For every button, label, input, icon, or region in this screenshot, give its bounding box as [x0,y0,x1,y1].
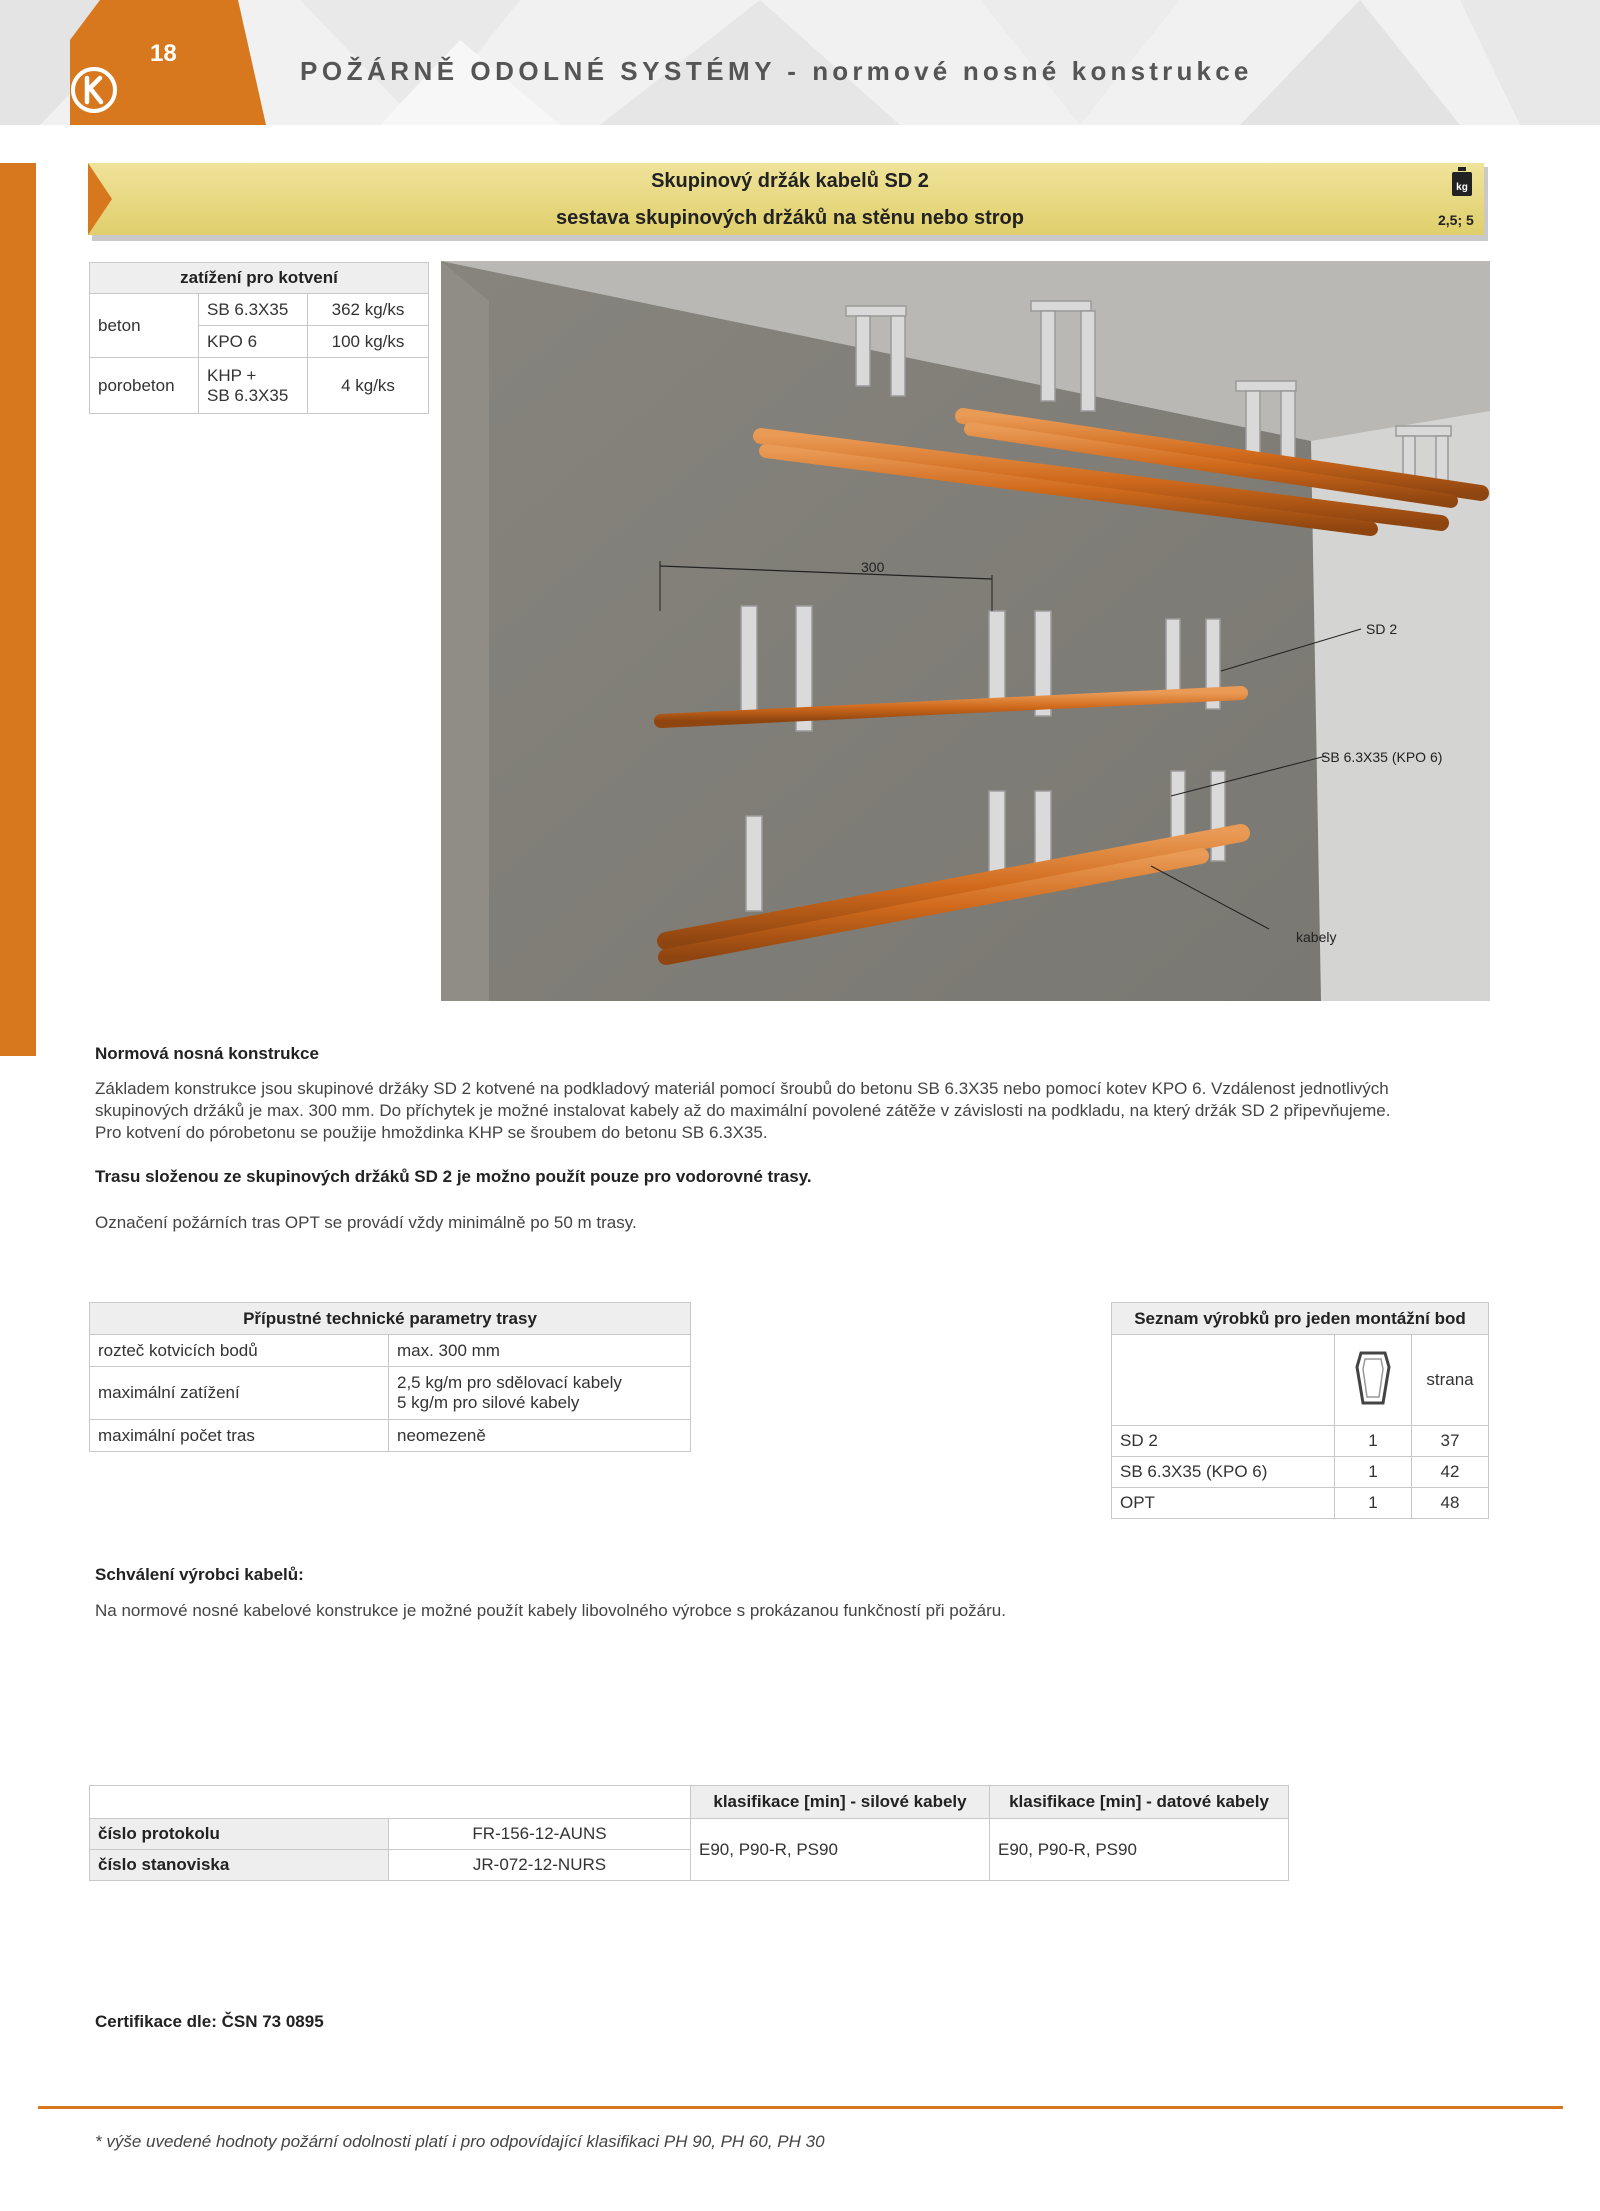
table-row [90,1335,691,1367]
page-header-title [300,56,1253,87]
table-row [1112,1457,1489,1488]
banner-product-name: Skupinový držák kabelů SD 2 [651,170,929,192]
product-page: 42 [1412,1457,1489,1488]
anchor-load-table [89,262,429,414]
protocol-label: číslo protokolu [90,1819,389,1850]
material-cell: porobeton [90,358,199,414]
table-row [90,1420,691,1452]
certification-note: Certifikace dle: ČSN 73 0895 [95,2012,324,2031]
table-row [90,294,429,326]
anchor-line: KHP + [207,365,257,385]
product-qty: 1 [1335,1488,1412,1519]
anchor-table-title: zatížení pro kotvení [90,263,429,294]
page-header-cell: strana [1412,1335,1489,1426]
dimension-label: 300 [861,559,885,575]
product-qty: 1 [1335,1426,1412,1457]
product-name: SB 6.3X35 (KPO 6) [1112,1457,1335,1488]
classification-table [89,1785,1289,1881]
table-row [1112,1335,1489,1426]
param-value: max. 300 mm [389,1335,691,1367]
statement-value: JR-072-12-NURS [389,1850,691,1881]
table-row [1112,1488,1489,1519]
header-title-main: POŽÁRNĚ ODOLNÉ SYSTÉMY [300,56,776,86]
cables-label: kabely [1296,929,1337,945]
header-title-separator: - [775,56,813,86]
left-accent-bar [0,163,36,1056]
paragraph-line: Pro kotvení do pórobetonu se použije hmoždinka KHP se šroubem do betonu SB 6.3X35. [95,1123,768,1142]
load-cell: 362 kg/ks [308,294,429,326]
opt-marking-note: Označení požárních tras OPT se provádí vždy minimálně po 50 m trasy. [95,1213,637,1232]
product-qty: 1 [1335,1457,1412,1488]
norm-heading: Normová nosná konstrukce [95,1044,319,1063]
anchor-cell [199,358,308,414]
product-name: OPT [1112,1488,1335,1519]
products-table-title: Seznam výrobků pro jeden montážní bod [1112,1303,1489,1335]
cable-holder-icon [1353,1347,1393,1409]
param-label: maximální počet tras [90,1420,389,1452]
anchor-cell: SB 6.3X35 [199,294,308,326]
approval-text: Na normové nosné kabelové konstrukce je možné použít kabely libovolného výrobce s prokázanou funkčností při požáru. [95,1601,1006,1620]
sd2-label: SD 2 [1366,621,1398,637]
param-label: maximální zatížení [90,1367,389,1420]
param-value-line: 2,5 kg/m pro sdělovací kabely [397,1373,622,1392]
load-cell: 4 kg/ks [308,358,429,414]
company-logo-icon [70,66,118,114]
product-list-table [1111,1302,1489,1519]
screw-label: SB 6.3X35 (KPO 6) [1321,749,1443,765]
table-row [90,1819,1289,1850]
page-number: 18 [150,40,177,67]
banner-product-description: sestava skupinových držáků na stěnu nebo strop [556,207,1024,229]
paragraph-line: skupinových držáků je max. 300 mm. Do příchytek je možné instalovat kabely až do maximální povolené zátěže v závislosti na podkladu, na který držák SD 2 připevňujeme. [95,1101,1391,1120]
param-value: neomezeně [389,1420,691,1452]
anchor-cell: KPO 6 [199,326,308,358]
param-value [389,1367,691,1420]
protocol-value: FR-156-12-AUNS [389,1819,691,1850]
weight-icon [1451,167,1473,197]
product-page: 48 [1412,1488,1489,1519]
param-value-line: 5 kg/m pro silové kabely [397,1393,580,1412]
load-value: 2,5; 5 [1438,212,1474,228]
horizontal-route-note: Trasu složenou ze skupinových držáků SD 2 je možno použít pouze pro vodorovné trasy. [95,1167,812,1186]
approval-heading: Schválení výrobci kabelů: [95,1565,304,1584]
power-cable-header: klasifikace [min] - silové kabely [691,1786,990,1819]
data-cable-header: klasifikace [min] - datové kabely [990,1786,1289,1819]
technical-parameters-table [89,1302,691,1452]
table-row [90,358,429,414]
product-page: 37 [1412,1426,1489,1457]
paragraph-line: Základem konstrukce jsou skupinové držáky SD 2 kotvené na podkladový materiál pomocí šroubů do betonu SB 6.3X35 nebo pomocí kotev KPO 6. Vzdálenost jednotlivých [95,1079,1389,1098]
power-classification: E90, P90-R, PS90 [691,1819,990,1881]
table-row [90,1367,691,1420]
data-classification: E90, P90-R, PS90 [990,1819,1289,1881]
empty-cell [1112,1335,1335,1426]
params-table-title: Přípustné technické parametry trasy [90,1303,691,1335]
cable-holder-illustration [441,261,1490,1001]
norm-paragraph [95,1078,1495,1144]
load-cell: 100 kg/ks [308,326,429,358]
material-cell: beton [90,294,199,358]
header-title-sub: normové nosné konstrukce [812,56,1253,86]
statement-label: číslo stanoviska [90,1850,389,1881]
footer-divider [38,2106,1563,2109]
table-row [1112,1426,1489,1457]
anchor-line: SB 6.3X35 [207,385,289,405]
footnote: * výše uvedené hodnoty požární odolnosti platí i pro odpovídající klasifikaci PH 90, PH 60, PH 30 [95,2132,825,2151]
param-label: rozteč kotvicích bodů [90,1335,389,1367]
holder-icon-cell [1335,1335,1412,1426]
product-name: SD 2 [1112,1426,1335,1457]
empty-cell [90,1786,691,1819]
weight-icon-label: kg [1456,182,1468,193]
